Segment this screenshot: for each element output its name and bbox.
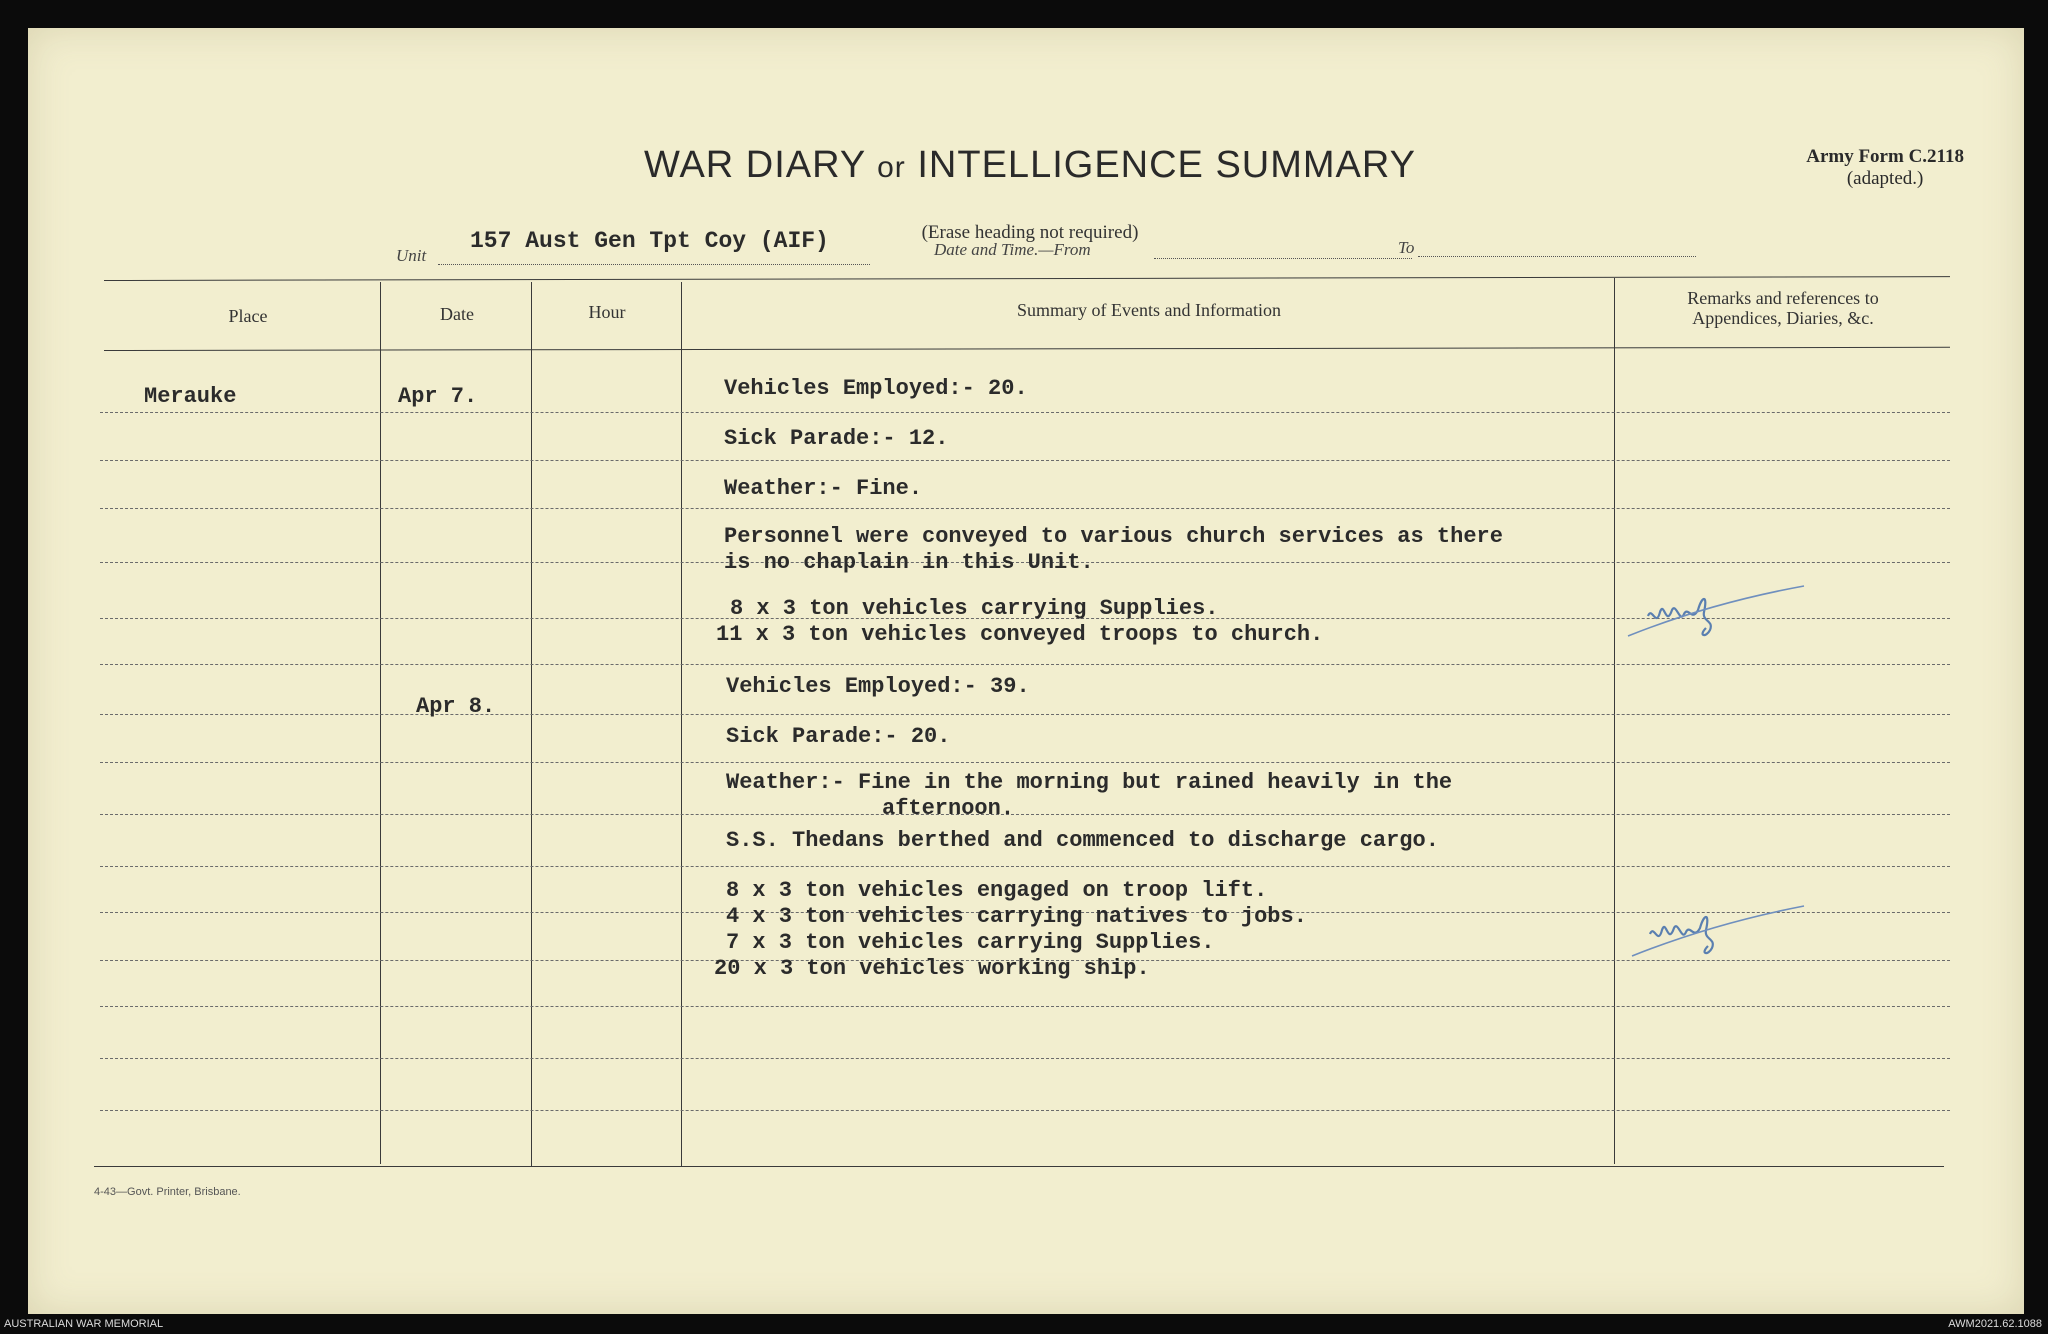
col-header-remarks-line1: Remarks and references to [1687, 288, 1879, 308]
archive-caption-right: AWM2021.62.1088 [1948, 1318, 2042, 1330]
table-top-border [104, 276, 1950, 281]
row-rule [100, 664, 1950, 665]
row-rule [100, 1110, 1950, 1111]
page-subtitle: (Erase heading not required) [921, 222, 1139, 243]
col-header-date: Date [440, 304, 474, 324]
title-intelligence-summary: INTELLIGENCE SUMMARY [917, 144, 1416, 186]
col-header-hour: Hour [588, 302, 626, 322]
entry-supplies-8: 8 x 3 ton vehicles carrying Supplies. [730, 596, 1219, 621]
entry-church-line2: is no chaplain in this Unit. [724, 550, 1094, 575]
date-from-underline [1154, 258, 1412, 259]
date-to-label: To [1398, 238, 1415, 257]
row-rule [100, 762, 1950, 763]
col-divider-date [531, 282, 532, 1166]
row-rule [100, 412, 1950, 413]
form-number [1806, 146, 1964, 190]
diary-page [28, 28, 2024, 1314]
title-war-diary: WAR DIARY [644, 144, 866, 186]
row-rule [100, 714, 1950, 715]
title-or: or [877, 151, 906, 184]
entry-vehicles-employed-20: Vehicles Employed:- 20. [724, 376, 1028, 401]
entry-working-ship-20: 20 x 3 ton vehicles working ship. [714, 956, 1150, 981]
col-header-place: Place [228, 306, 268, 326]
form-adapted: (adapted.) [1846, 168, 1924, 189]
col-divider-hour [681, 282, 682, 1166]
col-divider-place [380, 282, 381, 1164]
row-rule [100, 460, 1950, 461]
entry-natives-4: 4 x 3 ton vehicles carrying natives to jobs. [726, 904, 1307, 929]
unit-underline [438, 264, 870, 265]
col-divider-summary [1614, 278, 1615, 1164]
col-header-remarks [1618, 288, 1948, 328]
row-rule [100, 1006, 1950, 1007]
row-rule [100, 1058, 1950, 1059]
place-merauke: Merauke [144, 384, 237, 409]
initials-signature-1 [1618, 576, 1818, 656]
unit-value: 157 Aust Gen Tpt Coy (AIF) [470, 228, 829, 254]
row-rule [100, 866, 1950, 867]
form-number-text: Army Form C.2118 [1806, 146, 1964, 167]
entry-sick-parade-12: Sick Parade:- 12. [724, 426, 949, 451]
row-rule [100, 814, 1950, 815]
entry-troops-church-11: 11 x 3 ton vehicles conveyed troops to church. [716, 622, 1324, 647]
entry-troop-lift-8: 8 x 3 ton vehicles engaged on troop lift. [726, 878, 1268, 903]
initials-signature-2 [1618, 892, 1818, 972]
date-from-label: Date and Time.—From [934, 240, 1091, 259]
entry-vehicles-employed-39: Vehicles Employed:- 39. [726, 674, 1030, 699]
row-rule [100, 508, 1950, 509]
printer-imprint: 4-43—Govt. Printer, Brisbane. [94, 1186, 241, 1198]
entry-sick-parade-20: Sick Parade:- 20. [726, 724, 951, 749]
date-apr-7: Apr 7. [398, 384, 478, 409]
date-to-underline [1418, 256, 1696, 257]
entry-supplies-7: 7 x 3 ton vehicles carrying Supplies. [726, 930, 1215, 955]
entry-weather-rain-line1: Weather:- Fine in the morning but rained heavily in the [726, 770, 1453, 795]
entry-ss-thedans: S.S. Thedans berthed and commenced to discharge cargo. [726, 828, 1439, 853]
col-header-remarks-line2: Appendices, Diaries, &c. [1692, 308, 1874, 328]
col-header-summary: Summary of Events and Information [1017, 300, 1281, 320]
archive-caption-left: AUSTRALIAN WAR MEMORIAL [4, 1318, 164, 1330]
page-title [0, 144, 2048, 187]
entry-church-line1: Personnel were conveyed to various church services as there [724, 524, 1503, 549]
entry-weather-fine: Weather:- Fine. [724, 476, 923, 501]
date-apr-8: Apr 8. [416, 694, 496, 719]
table-bottom-border [94, 1166, 1944, 1167]
entry-weather-rain-line2: afternoon. [882, 796, 1015, 821]
unit-label: Unit [396, 246, 427, 265]
